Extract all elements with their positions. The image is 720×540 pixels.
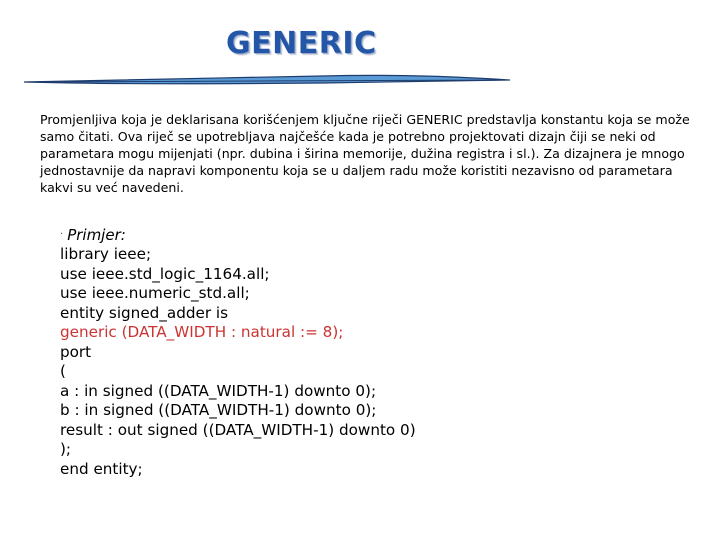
code-line: a : in signed ((DATA_WIDTH-1) downto 0);: [60, 381, 377, 400]
page-title: GENERIC: [226, 26, 377, 61]
code-block: [60, 245, 416, 479]
code-line: use ieee.std_logic_1164.all;: [60, 264, 270, 283]
code-line: use ieee.numeric_std.all;: [60, 284, 250, 302]
bullet-marker: ·: [60, 229, 64, 240]
example-label: Primjer:: [67, 226, 126, 244]
example-heading: [60, 225, 126, 245]
description-paragraph: Promjenljiva koja je deklarisana korišćenjem ključne riječi GENERIC predstavlja konstantu koja se može samo čitati. Ova riječ se upotrebljava najčešće kada je potrebno projektovati dizajn čiji se neki od parametara mogu mijenjati (npr. dubina i širina memorije, dužina registra i sl.). Za dizajnera je mnogo jednostavnije da napravi komponentu koja se u daljem radu može koristiti nezavisno od parametara kakvi su već navedeni.: [40, 112, 690, 195]
code-line: entity signed_adder is: [60, 303, 229, 322]
title-underline-decoration: [22, 70, 512, 90]
code-line: result : out signed ((DATA_WIDTH-1) downto 0): [60, 420, 416, 439]
code-line: );: [60, 440, 72, 458]
code-line: port: [60, 342, 92, 361]
code-line: library ieee;: [60, 245, 152, 263]
code-line: b : in signed ((DATA_WIDTH-1) downto 0);: [60, 401, 377, 419]
code-line: end entity;: [60, 459, 143, 478]
code-line: (: [60, 362, 66, 380]
code-line-generic-highlight: generic (DATA_WIDTH : natural := 8);: [60, 323, 344, 341]
